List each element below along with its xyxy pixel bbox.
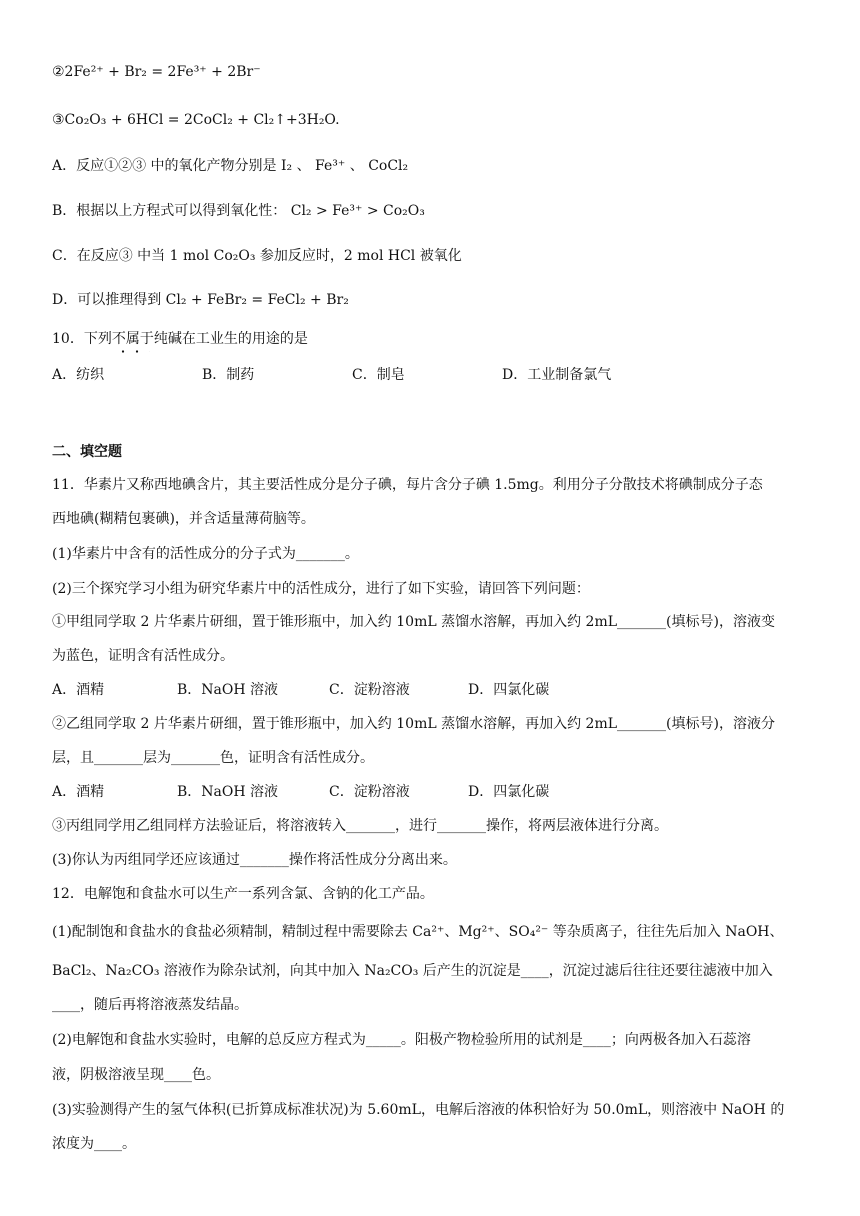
q11-group-b-line1: ②乙组同学取 2 片华素片研细，置于锥形瓶中，加入约 10mL 蒸馏水溶解，再加入约 2mL_______(填标号)，溶液分	[52, 716, 775, 732]
q10-stem	[52, 329, 308, 349]
q12-part3-line2: 浓度为____。	[52, 1136, 136, 1152]
q10-option-c: C．制皂	[352, 367, 405, 383]
q11-stem-line1: 11．华素片又称西地碘含片，其主要活性成分是分子碘，每片含分子碘 1.5mg。利用分子分散技术将碘制成分子态	[52, 477, 763, 493]
q9-option-c: C．在反应③ 中当 1 mol Co₂O₃ 参加反应时，2 mol HCl 被氧化	[52, 248, 462, 264]
q11a-option-c: C．淀粉溶液	[329, 682, 410, 698]
q12-part1-line2: BaCl₂、Na₂CO₃ 溶液作为除杂试剂，向其中加入 Na₂CO₃ 后产生的沉淀是____，沉淀过滤后往往还要往滤液中加入	[52, 963, 773, 979]
q11-part1: (1)华素片中含有的活性成分的分子式为_______。	[52, 546, 359, 562]
q11-part3: (3)你认为丙组同学还应该通过_______操作将活性成分分离出来。	[52, 852, 457, 868]
q11b-option-a: A．酒精	[52, 784, 105, 800]
q11b-option-b: B．NaOH 溶液	[177, 784, 279, 800]
q12-part2-line1: (2)电解饱和食盐水实验时，电解的总反应方程式为_____。阳极产物检验所用的试剂是____；向两极各加入石蕊溶	[52, 1032, 751, 1048]
q11b-option-c: C．淀粉溶液	[329, 784, 410, 800]
q11-group-a-line2: 为蓝色，证明含有活性成分。	[52, 648, 234, 664]
q9-option-a: A．反应①②③ 中的氧化产物分别是 I₂ 、 Fe³⁺ 、 CoCl₂	[52, 158, 409, 174]
q10-option-a: A．纺织	[52, 367, 105, 383]
q12-part1-line3: ____，随后再将溶液蒸发结晶。	[52, 997, 248, 1013]
q11b-option-d: D．四氯化碳	[468, 784, 550, 800]
q10-suffix: 纯碱在工业生的用途的是	[153, 331, 308, 347]
q12-part2-line2: 液，阴极溶液呈现____色。	[52, 1067, 220, 1083]
q11a-option-d: D．四氯化碳	[468, 682, 550, 698]
q12-part1-line1: (1)配制饱和食盐水的食盐必须精制，精制过程中需要除去 Ca²⁺、Mg²⁺、SO₄²⁻ 等杂质离子，往往先后加入 NaOH、	[52, 924, 784, 940]
q9-option-d: D．可以推理得到 Cl₂ + FeBr₂ = FeCl₂ + Br₂	[52, 292, 349, 308]
q12-part3-line1: (3)实验测得产生的氢气体积(已折算成标准状况)为 5.60mL，电解后溶液的体积恰好为 50.0mL，则溶液中 NaOH 的	[52, 1102, 785, 1118]
reaction-3: ③Co₂O₃ + 6HCl = 2CoCl₂ + Cl₂↑+3H₂O.	[52, 112, 340, 128]
q9-option-b: B．根据以上方程式可以得到氧化性： Cl₂ > Fe³⁺ > Co₂O₃	[52, 203, 425, 219]
q11-group-c: ③丙组同学用乙组同样方法验证后，将溶液转入_______，进行_______操作，将两层液体进行分离。	[52, 818, 668, 834]
q10-option-d: D．工业制备氯气	[502, 367, 612, 383]
q12-stem: 12．电解饱和食盐水可以生产一系列含氯、含钠的化工产品。	[52, 886, 434, 902]
q10-prefix: 10．下列	[52, 331, 112, 347]
q10-option-b: B．制药	[202, 367, 255, 383]
q11a-option-b: B．NaOH 溶液	[177, 682, 279, 698]
reaction-2: ②2Fe²⁺ + Br₂ = 2Fe³⁺ + 2Br⁻	[52, 64, 261, 80]
q11-part2: (2)三个探究学习小组为研究华素片中的活性成分，进行了如下实验，请回答下列问题：	[52, 581, 590, 597]
q10-emphasis: 不属于	[111, 331, 154, 347]
q11-group-a-line1: ①甲组同学取 2 片华素片研细，置于锥形瓶中，加入约 10mL 蒸馏水溶解，再加入约 2mL_______(填标号)，溶液变	[52, 614, 775, 630]
q11-stem-line2: 西地碘(糊精包裹碘)，并含适量薄荷脑等。	[52, 511, 315, 527]
q11a-option-a: A．酒精	[52, 682, 105, 698]
section-title: 二、填空题	[52, 444, 122, 460]
q11-group-b-line2: 层，且_______层为_______色，证明含有活性成分。	[52, 750, 374, 766]
